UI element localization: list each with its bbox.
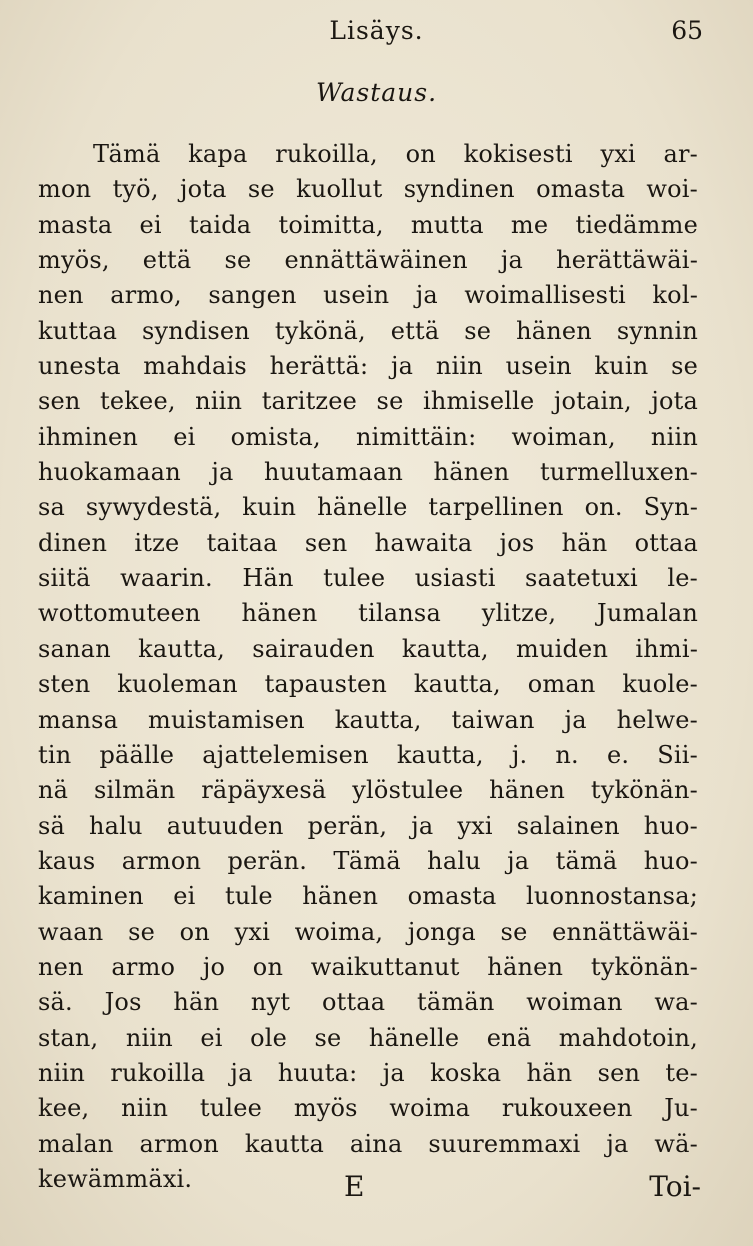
text-line: Tämä kapa rukoilla, on kokisesti yxi ar-	[93, 140, 698, 168]
text-line: myös, että se ennättäwäinen ja herättäwäi-	[38, 246, 698, 275]
body-text	[38, 137, 698, 1197]
text-line: malan armon kautta aina suuremmaxi ja wä-	[38, 1129, 698, 1158]
text-line: waan se on yxi woima, jonga se ennättäwäi-	[38, 917, 698, 946]
text-line: sä. Jos hän nyt ottaa tämän woiman wa-	[38, 988, 698, 1017]
text-line: kee, niin tulee myös woima rukouxeen Ju-	[38, 1094, 698, 1123]
text-line: sä halu autuuden perän, ja yxi salainen huo-	[38, 811, 698, 840]
text-line: sten kuoleman tapausten kautta, oman kuole-	[38, 670, 698, 699]
text-line: tin päälle ajattelemisen kautta, j. n. e. Sii-	[38, 740, 698, 769]
catchword: Toi-	[649, 1170, 701, 1203]
text-line: kuttaa syndisen tykönä, että se hänen synnin	[38, 316, 698, 345]
text-line: huokamaan ja huutamaan hänen turmelluxen-	[38, 458, 698, 487]
text-line: unesta mahdais herättä: ja niin usein kuin se	[38, 352, 698, 381]
text-line: stan, niin ei ole se hänelle enä mahdotoin,	[38, 1023, 698, 1052]
text-line: sa sywydestä, kuin hänelle tarpellinen on. Syn-	[38, 493, 698, 522]
text-line: masta ei taida toimitta, mutta me tiedämme	[38, 210, 698, 239]
page-number: 65	[671, 16, 703, 45]
text-line: mansa muistamisen kautta, taiwan ja helwe-	[38, 705, 698, 734]
text-line: nä silmän räpäyxesä ylöstulee hänen tykönän-	[38, 776, 698, 805]
text-line: dinen itze taitaa sen hawaita jos hän ottaa	[38, 528, 698, 557]
text-line: kewämmäxi.	[38, 1164, 193, 1193]
text-line: nen armo, sangen usein ja woimallisesti kol-	[38, 281, 698, 310]
text-line: sanan kautta, sairauden kautta, muiden ihmi-	[38, 634, 698, 663]
text-line: ihminen ei omista, nimittäin: woiman, niin	[38, 422, 698, 451]
text-line: wottomuteen hänen tilansa ylitze, Jumalan	[38, 599, 698, 628]
section-heading: Wastaus.	[315, 78, 438, 107]
text-line: siitä waarin. Hän tulee usiasti saatetuxi le-	[38, 564, 698, 593]
text-line: mon työ, jota se kuollut syndinen omasta woi-	[38, 175, 698, 204]
printer-signature-mark: E	[344, 1170, 365, 1203]
text-line: nen armo jo on waikuttanut hänen tykönän-	[38, 952, 698, 981]
text-line: niin rukoilla ja huuta: ja koska hän sen te-	[38, 1058, 698, 1087]
text-line: kaus armon perän. Tämä halu ja tämä huo-	[38, 846, 698, 875]
text-line: sen tekee, niin taritzee se ihmiselle jotain, jota	[38, 387, 698, 416]
text-line: kaminen ei tule hänen omasta luonnostansa;	[38, 882, 698, 911]
running-header-title: Lisäys.	[329, 16, 424, 45]
